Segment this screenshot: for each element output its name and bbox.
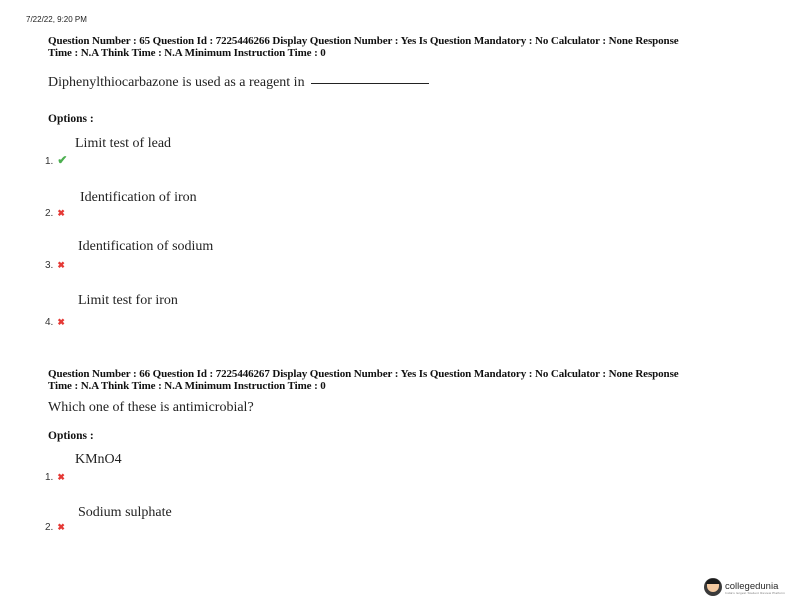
options-label: Options : [48,113,94,125]
cross-icon: ✖ [57,522,65,532]
option-text: Identification of sodium [78,239,214,254]
answer-blank [311,83,429,84]
question-text-content: Diphenylthiocarbazone is used as a reagent in [48,75,305,90]
question-text-content: Which one of these is antimicrobial? [48,400,254,415]
logo-tagline: India's largest Student Review Platform [725,591,786,595]
option-number-label: 1. [45,472,54,483]
question-header-line: Question Number : 66 Question Id : 7225446267 Display Question Number : Yes Is Question Mandatory : No Calculator : None Response [48,368,679,380]
print-timestamp: 7/22/22, 9:20 PM [26,15,87,24]
option-text: Identification of iron [80,190,197,205]
option-number [45,472,65,483]
cross-icon: ✖ [57,472,65,482]
question-text [48,75,429,91]
question-header [48,35,768,59]
mascot-icon [704,578,722,596]
question-text [48,400,254,416]
option-text: Limit test of lead [75,136,172,151]
option-text: KMnO4 [75,452,122,467]
option-number-label: 2. [45,522,54,533]
logo-name: collegedunia [725,581,779,592]
option-number-label: 3. [45,260,54,271]
option-number [45,522,65,533]
option-number-label: 4. [45,317,54,328]
cross-icon: ✖ [57,317,65,327]
question-header [48,368,768,392]
option-text: Limit test for iron [78,293,178,308]
option-text: Sodium sulphate [78,505,172,520]
question-header-line: Question Number : 65 Question Id : 7225446266 Display Question Number : Yes Is Question Mandatory : No Calculator : None Response [48,35,679,47]
option-number-label: 1. [45,156,54,167]
cross-icon: ✖ [57,260,65,270]
question-header-line: Time : N.A Think Time : N.A Minimum Instruction Time : 0 [48,380,326,392]
check-icon: ✔ [57,153,68,167]
question-header-line: Time : N.A Think Time : N.A Minimum Instruction Time : 0 [48,47,326,59]
option-number [45,153,67,167]
option-number [45,260,65,271]
option-number [45,208,65,219]
option-number-label: 2. [45,208,54,219]
options-label: Options : [48,430,94,442]
cross-icon: ✖ [57,208,65,218]
option-number [45,317,65,328]
